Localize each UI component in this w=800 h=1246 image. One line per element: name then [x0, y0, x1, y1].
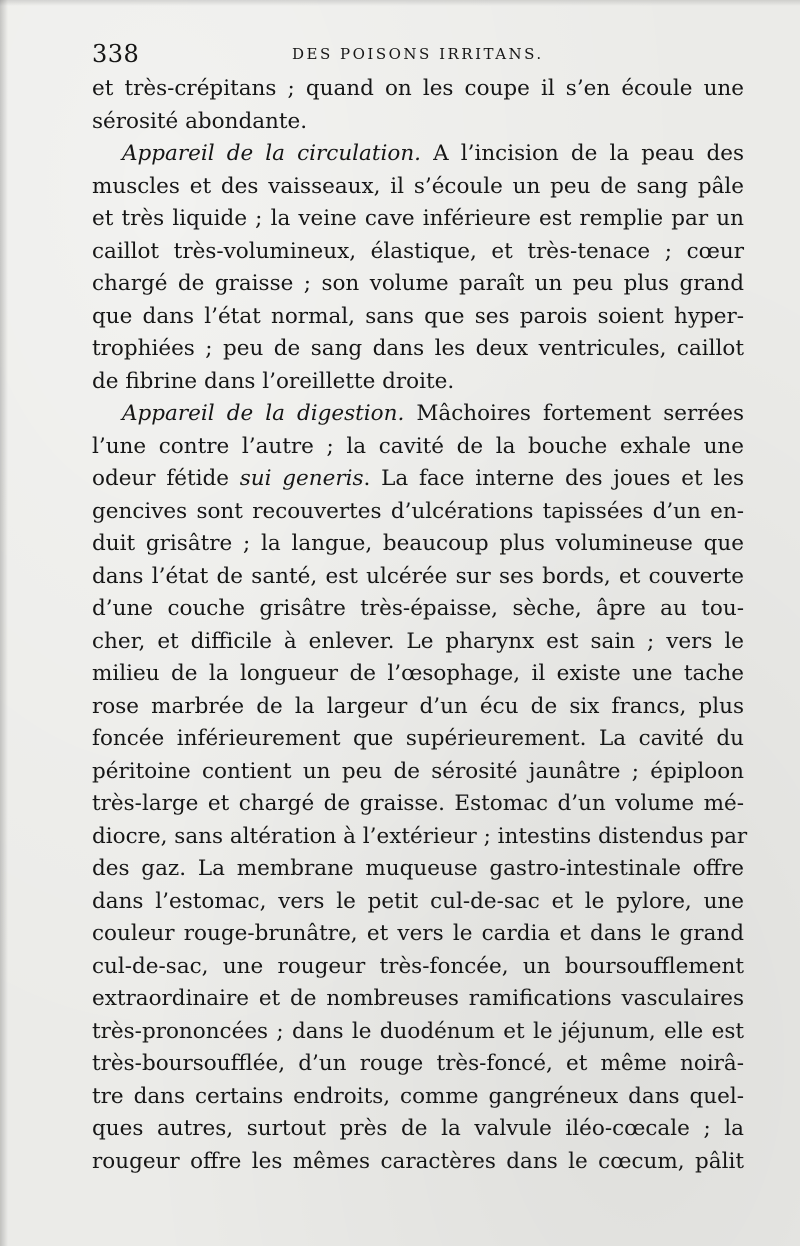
- page-number: 338: [92, 40, 140, 68]
- text-line: que dans l’état normal, sans que ses parois soient hyper-: [92, 303, 744, 329]
- text-line: cul-de-sac, une rougeur très-foncée, un boursoufflement: [92, 953, 744, 979]
- text-line: dans l’estomac, vers le petit cul-de-sac et le pylore, une: [92, 888, 744, 914]
- page-header: [92, 38, 782, 72]
- text-line: trophiées ; peu de sang dans les deux ventricules, caillot: [92, 336, 744, 361]
- text-line: cher, et difficile à enlever. Le pharynx est sain ; vers le: [92, 628, 744, 654]
- text-line: dans l’état de santé, est ulcérée sur ses bords, et couverte: [92, 563, 744, 589]
- text-line: rougeur offre les mêmes caractères dans le cœcum, pâlit: [92, 1148, 744, 1174]
- text-line: Appareil de la circulation. A l’incision de la peau des: [122, 141, 745, 166]
- italic-term: sui generis: [239, 466, 364, 491]
- text-line: très-large et chargé de graisse. Estomac d’un volume mé-: [92, 791, 744, 816]
- page-top-shadow: [0, 0, 800, 6]
- text-line: très-boursoufflée, d’un rouge très-foncé, et même noirâ-: [92, 1051, 744, 1076]
- text-line: de fibrine dans l’oreillette droite.: [92, 368, 455, 394]
- text-line: d’une couche grisâtre très-épaisse, sèche, âpre au tou-: [92, 596, 744, 621]
- text-line: ques autres, surtout près de la valvule iléo-cœcale ; la: [92, 1116, 744, 1141]
- text-line: Appareil de la digestion. Mâchoires fortement serrées: [122, 401, 744, 426]
- text-line: gencives sont recouvertes d’ulcérations tapissées d’un en-: [92, 498, 744, 524]
- text-line: péritoine contient un peu de sérosité jaunâtre ; épiploon: [92, 758, 744, 784]
- text-line: des gaz. La membrane muqueuse gastro-intestinale offre: [92, 856, 744, 881]
- text-line: sérosité abondante.: [92, 108, 308, 134]
- text-line: rose marbrée de la largeur d’un écu de six francs, plus: [92, 693, 744, 719]
- text-line: extraordinaire et de nombreuses ramifications vasculaires: [92, 986, 744, 1011]
- text-line: muscles et des vaisseaux, il s’écoule un peu de sang pâle: [92, 173, 744, 199]
- page-edge-shadow: [0, 0, 8, 1246]
- section-heading-circulation: Appareil de la circulation.: [122, 141, 422, 166]
- text-line: et très liquide ; la veine cave inférieure est remplie par un: [92, 206, 744, 231]
- text-line: diocre, sans altération à l’extérieur ; intestins distendus par: [92, 823, 748, 849]
- text-line: l’une contre l’autre ; la cavité de la bouche exhale une: [92, 433, 744, 459]
- text-line: foncée inférieurement que supérieurement. La cavité du: [92, 726, 744, 751]
- section-heading-digestion: Appareil de la digestion.: [122, 401, 405, 426]
- text-line: couleur rouge-brunâtre, et vers le cardia et dans le grand: [92, 921, 744, 946]
- body-text: [92, 73, 748, 1178]
- text-line: caillot très-volumineux, élastique, et très-tenace ; cœur: [92, 238, 744, 264]
- text-line: chargé de graisse ; son volume paraît un peu plus grand: [92, 271, 744, 296]
- text-line: tre dans certains endroits, comme gangréneux dans quel-: [92, 1083, 744, 1109]
- text-line: odeur fétide sui generis. La face interne des joues et les: [92, 466, 744, 491]
- text-line: milieu de la longueur de l’œsophage, il existe une tache: [92, 661, 744, 686]
- text-line: très-prononcées ; dans le duodénum et le jéjunum, elle est: [92, 1018, 744, 1044]
- running-head: DES POISONS IRRITANS.: [292, 45, 544, 63]
- text-line: et très-crépitans ; quand on les coupe il s’en écoule une: [92, 76, 744, 101]
- text-line: duit grisâtre ; la langue, beaucoup plus volumineuse que: [92, 531, 744, 556]
